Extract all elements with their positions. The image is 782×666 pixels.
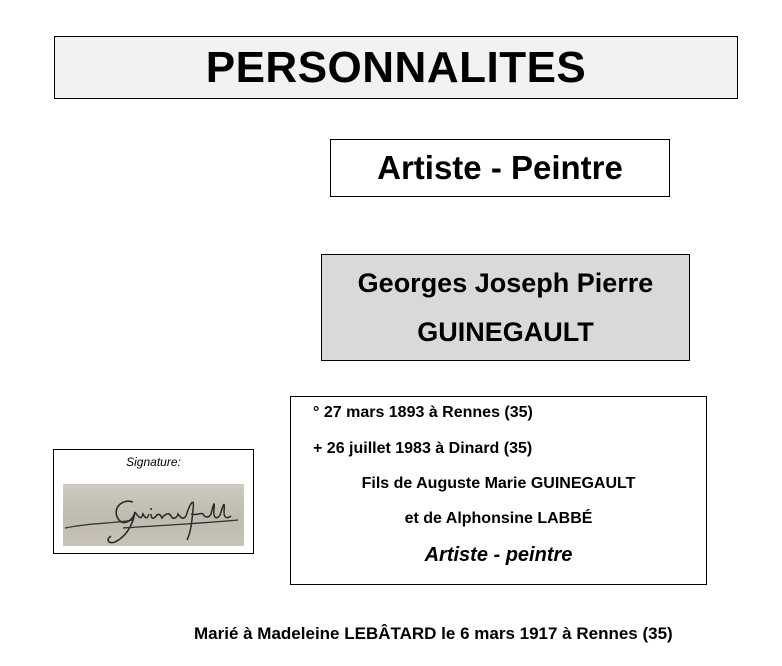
mother-line: et de Alphonsine LABBÉ	[404, 510, 593, 527]
subtitle-box	[330, 139, 670, 197]
page-title: PERSONNALITES	[205, 42, 587, 92]
biography-box	[290, 396, 707, 585]
signature-image	[63, 484, 244, 546]
signature-label: Signature:	[126, 455, 181, 469]
signature-box	[53, 449, 254, 554]
subtitle: Artiste - Peintre	[377, 149, 623, 186]
page-title-box	[54, 36, 738, 99]
profession-line: Artiste - peintre	[424, 544, 573, 566]
handwritten-signature	[63, 484, 244, 546]
person-surname: GUINEGAULT	[417, 316, 594, 347]
person-first-names: Georges Joseph Pierre	[357, 267, 654, 298]
marriage-line: Marié à Madeleine LEBÂTARD le 6 mars 1917 à Rennes (35)	[194, 624, 673, 643]
father-line: Fils de Auguste Marie GUINEGAULT	[361, 475, 636, 492]
death-line: + 26 juillet 1983 à Dinard (35)	[313, 440, 533, 457]
birth-line: ° 27 mars 1893 à Rennes (35)	[313, 404, 533, 421]
person-name-box	[321, 254, 690, 361]
